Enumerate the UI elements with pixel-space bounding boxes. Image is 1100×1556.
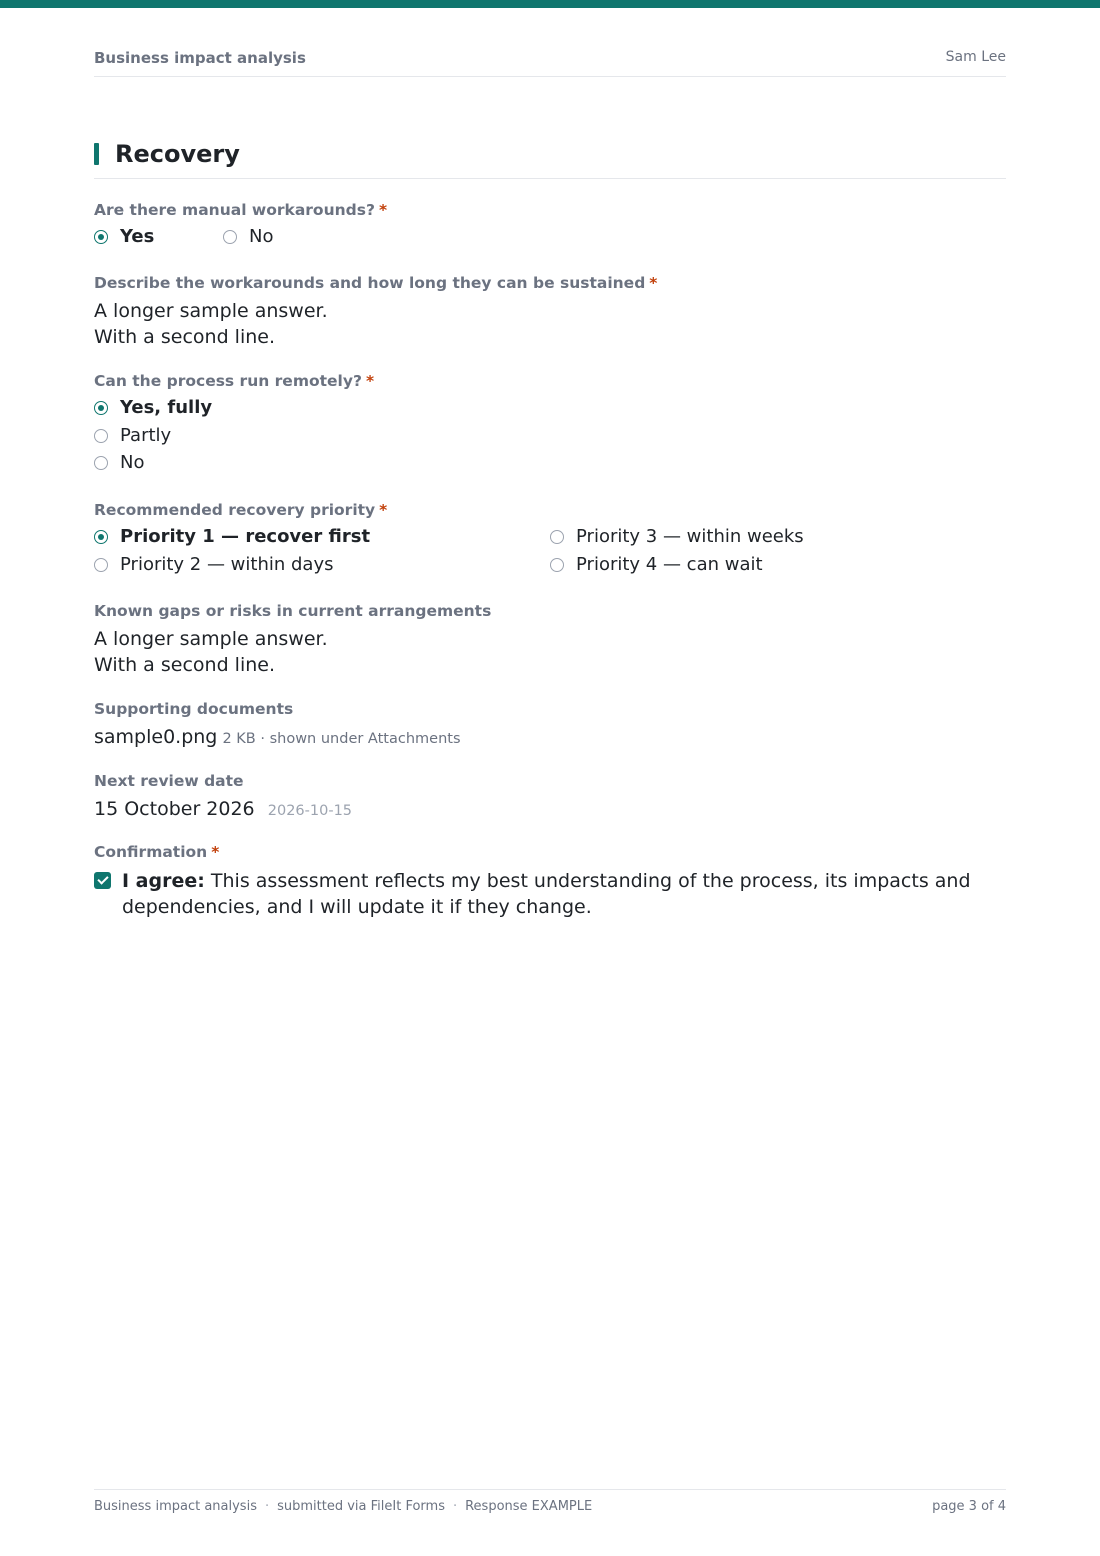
question-label: Describe the workarounds and how long they can be sustained * (94, 274, 658, 292)
question-describe-workarounds (94, 273, 1006, 350)
radio-selected-icon (94, 401, 108, 415)
radio-empty-icon (94, 456, 108, 470)
document-title: Business impact analysis (94, 49, 306, 67)
top-accent-bar (0, 0, 1100, 8)
question-label: Recommended recovery priority * (94, 501, 388, 519)
answer-text: A longer sample answer. With a second line. (94, 628, 328, 676)
agree-text: This assessment reflects my best understanding of the process, its impacts and dependencies, and I will update it if they change. (122, 870, 971, 918)
section-title: Recovery (115, 140, 240, 168)
page-footer (94, 1489, 1006, 1520)
question-label: Known gaps or risks in current arrangements (94, 602, 492, 620)
radio-empty-icon (94, 429, 108, 443)
footer-separator: · (264, 1499, 270, 1514)
user-name: Sam Lee (945, 49, 1006, 65)
question-label: Are there manual workarounds? * (94, 201, 388, 219)
attachment-meta: 2 KB · shown under Attachments (222, 731, 461, 747)
question-known-gaps (94, 601, 1006, 678)
question-workarounds: Are there manual workarounds? * Yes No (94, 200, 1006, 220)
radio-empty-icon (223, 230, 237, 244)
question-label: Supporting documents (94, 700, 294, 718)
question-confirmation (94, 842, 1006, 922)
footer-form-title: Business impact analysis (94, 1499, 257, 1514)
radio-empty-icon (550, 558, 564, 572)
required-marker: * (379, 501, 388, 519)
question-supporting-documents (94, 699, 1006, 750)
required-marker: * (649, 274, 658, 292)
section-heading (94, 138, 1006, 179)
footer-response-id: Response EXAMPLE (465, 1499, 593, 1514)
agree-checkbox-row[interactable] (94, 868, 1006, 922)
agree-label: I agree: (122, 870, 205, 892)
radio-empty-icon (550, 530, 564, 544)
radio-empty-icon (94, 558, 108, 572)
page-number: page 3 of 4 (932, 1499, 1006, 1514)
attachment-file-name[interactable]: sample0.png (94, 726, 218, 748)
question-label: Confirmation * (94, 843, 220, 861)
answer-text: A longer sample answer. With a second line. (94, 300, 328, 348)
required-marker: * (365, 372, 375, 390)
radio-selected-icon (94, 530, 108, 544)
footer-separator: · (452, 1499, 458, 1514)
page-header (94, 48, 1006, 77)
required-marker: * (211, 843, 220, 861)
radio-selected-icon (94, 230, 108, 244)
question-label: Can the process run remotely? * (94, 372, 375, 390)
question-recovery-priority: Recommended recovery priority * Priority 1 — recover first Priority 2 — within days Priority 3 — within weeks Priority 4 — can wait (94, 500, 1006, 520)
question-remote: Can the process run remotely? * Yes, fully Partly No (94, 371, 1006, 391)
review-date-value: 15 October 2026 (94, 798, 255, 820)
review-date-iso: 2026-10-15 (267, 803, 353, 819)
footer-submitted-via: submitted via FileIt Forms (277, 1499, 445, 1514)
required-marker: * (378, 201, 388, 219)
checkbox-checked-icon[interactable] (94, 872, 111, 889)
question-next-review-date (94, 771, 1006, 822)
section-accent-bar (94, 143, 99, 165)
question-label: Next review date (94, 772, 244, 790)
